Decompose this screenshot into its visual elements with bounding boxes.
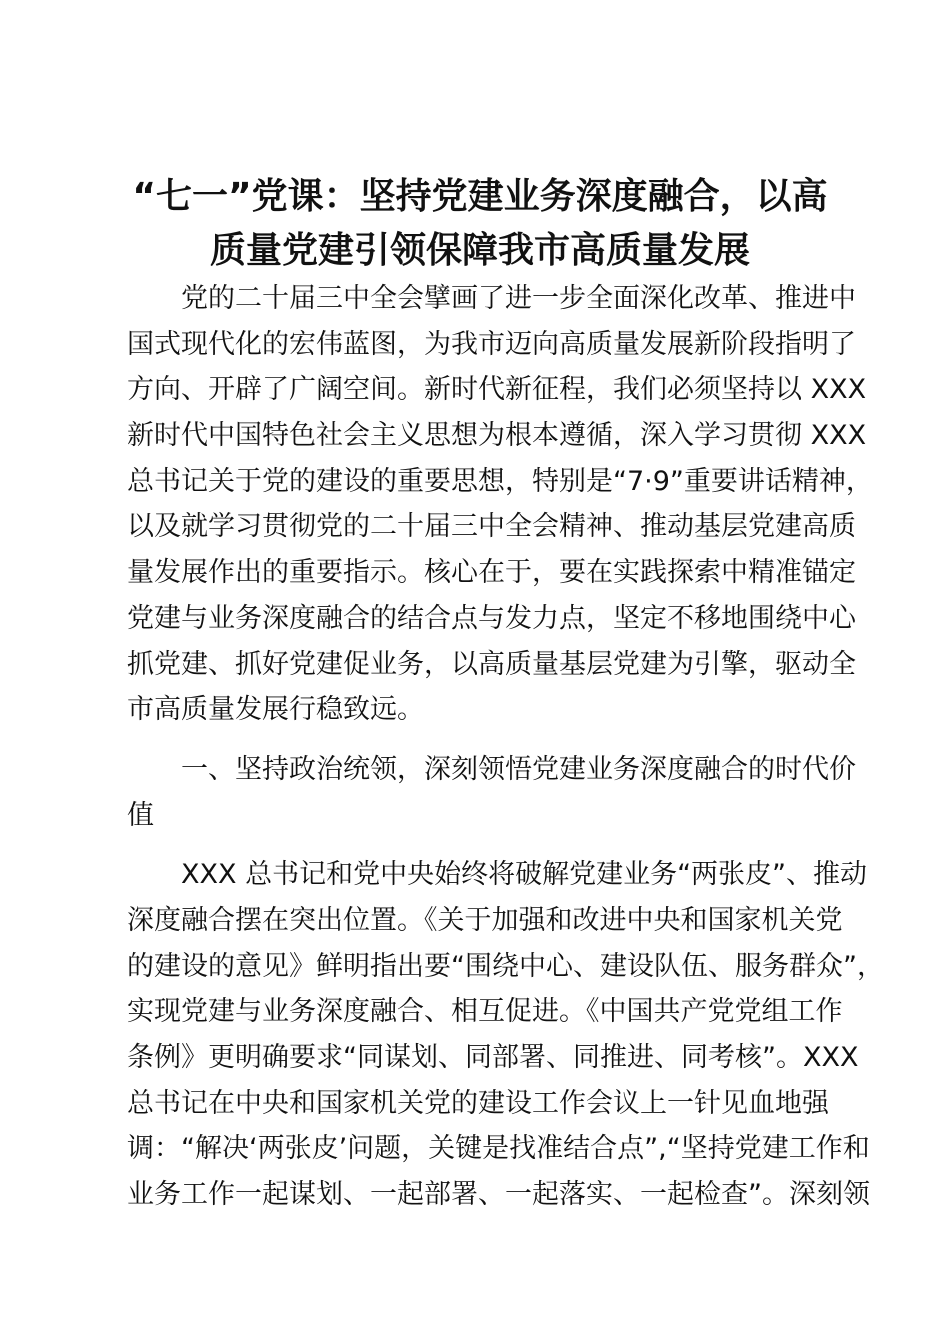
text-line: 条例》更明确要求“同谋划、同部署、同推进、同考核”。XXX <box>127 1042 859 1073</box>
text-line: 量发展作出的重要指示。核心在于，要在实践探索中精准锚定 <box>127 557 856 589</box>
text-line: 深度融合摆在突出位置。《关于加强和改进中央和国家机关党 <box>127 904 843 936</box>
text-line: 实现党建与业务深度融合、相互促进。《中国共产党党组工作 <box>127 996 843 1028</box>
text-line: 方向、开辟了广阔空间。新时代新征程，我们必须坚持以 XXX <box>127 374 867 406</box>
paragraph-spacer <box>127 838 827 852</box>
section-heading <box>127 747 856 838</box>
text-line: 党建与业务深度融合的结合点与发力点，坚定不移地围绕中心 <box>127 602 856 634</box>
text-line: 党的二十届三中全会擘画了进一步全面深化改革、推进中 <box>181 283 856 314</box>
heading-line: 值 <box>127 799 154 831</box>
title-line: “七一”党课：坚持党建业务深度融合，以高 <box>132 176 828 217</box>
text-line: 业务工作一起谋划、一起部署、一起落实、一起检查”。深刻领 <box>127 1179 870 1211</box>
text-line: 总书记关于党的建设的重要思想，特别是“7·9”重要讲话精神， <box>127 465 873 497</box>
text-line: 新时代中国特色社会主义思想为根本遵循，深入学习贯彻 XXX <box>127 420 867 452</box>
text-line: 市高质量发展行稳致远。 <box>127 694 424 726</box>
text-line: 总书记在中央和国家机关党的建设工作会议上一针见血地强 <box>127 1087 829 1119</box>
text-line: 以及就学习贯彻党的二十届三中全会精神、推动基层党建高质 <box>127 511 856 543</box>
intro-paragraph <box>127 276 873 733</box>
text-line: 调：“解决‘两张皮’问题，关键是找准结合点”,“坚持党建工作和 <box>127 1133 870 1165</box>
document-title <box>120 170 840 278</box>
text-line: 国式现代化的宏伟蓝图，为我市迈向高质量发展新阶段指明了 <box>127 328 856 360</box>
section-paragraph <box>127 852 884 1218</box>
document-body <box>127 276 884 1218</box>
text-line: 的建设的意见》鲜明指出要“围绕中心、建设队伍、服务群众”， <box>127 950 884 982</box>
heading-line: 一、坚持政治统领，深刻领悟党建业务深度融合的时代价 <box>181 753 856 785</box>
text-line: XXX 总书记和党中央始终将破解党建业务“两张皮”、推动 <box>181 859 868 891</box>
title-line: 质量党建引领保障我市高质量发展 <box>209 230 750 271</box>
paragraph-spacer <box>127 733 827 747</box>
text-line: 抓党建、抓好党建促业务，以高质量基层党建为引擎，驱动全 <box>127 648 856 680</box>
